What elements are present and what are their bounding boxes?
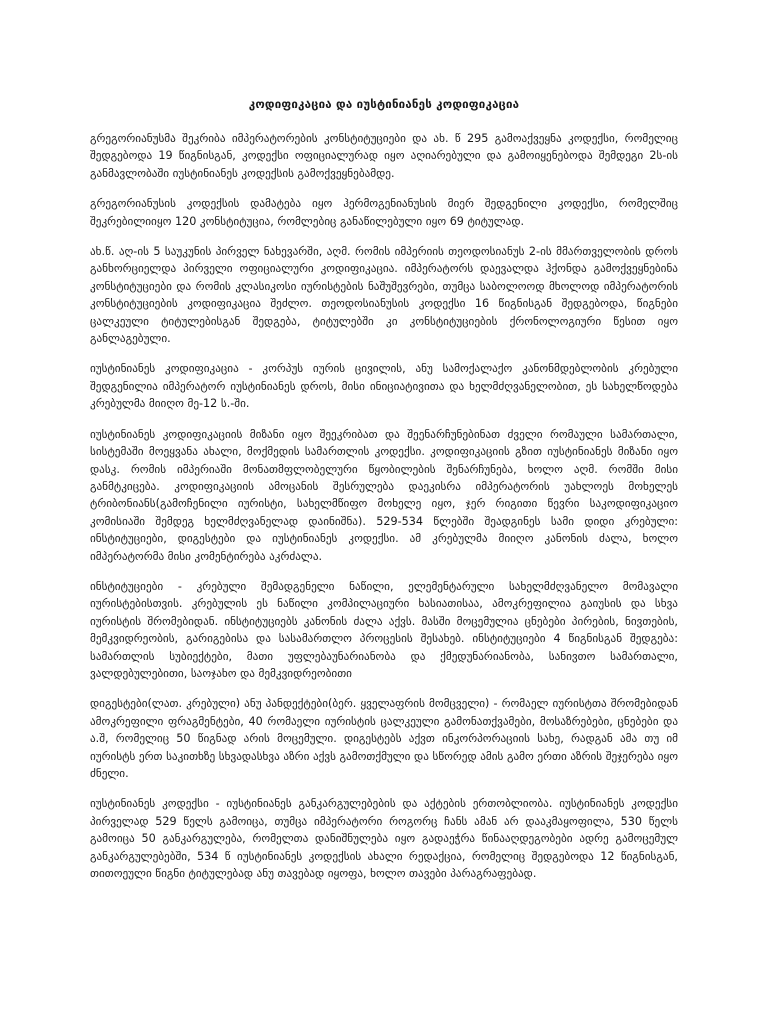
paragraph-theodosian-code: ახ.წ. აღ-ის 5 საუკუნის პირველ ნახევარში, აღმ. რომის იმპერიის თეოდოსიანუს 2-ის მმართველობის დროს განხორციელდა პირველი ოფიციალური კოდიფიკაცია. იმპერატორს დაევალდა ჰქონდა გამოქვეყნებინა კონსტიტუციები და რომის კლასიკოსი იურისტების ნაშუშევრები, თუმცა საბოლოოდ მხოლოდ იმპერატორის კონსტიტუციების კოდიფიკაცია შეძლო. თეოდოსიანუსის კოდექსი 16 წიგნისგან შედგებოდა, წიგნები ცალკეული ტიტულებისგან შედგება, ტიტულებში კი კონსტიტუციების ქრონოლოგიური წესით იყო განლაგებული. <box>90 245 678 346</box>
paragraph-corpus-juris-civilis: იუსტინიანეს კოდიფიკაცია - კორპუს იურის ცივილის, ანუ სამოქალაქო კანონმდებლობის კრებული შედგენილია იმპერატორ იუსტინიანეს დროს, მისი ინიციატივითა და ხელმძღვანელობით, ეს სახელწოდება კრებულმა მიიღო მე-12 ს.-ში. <box>90 362 678 411</box>
paragraph-institutes: ინსტიტუციები - კრებული შემადგენელი ნაწილი, ელემენტარული სახელმძღვანელო მომავალი იურისტებისთვის. კრებულის ეს ნაწილი კომპილაციური ხასიათისაა, ამოკრეფილია გაიუსის და სხვა იურისტის შრომებიდან. ინსტიტუციებს კანონის ძალა აქვს. მასში მოცემულია ცნებები პირების, ნივთების, მემკვიდრეობის, გარიგებისა და სასამართლო პროცესის შესახებ. ინსტიტუციები 4 წიგნისგან შედგება: სამართლის სუბიექტები, მათი უფლებაუნარიანობა და ქმედუნარიანობა, სანივთო სამართალი, ვალდებულებითი, საოჯახო და მემკვიდრეობითი <box>90 579 678 680</box>
paragraph-justinian-code: იუსტინიანეს კოდექსი - იუსტინიანეს განკარგულებების და აქტების ერთობლიობა. იუსტინიანეს კოდექსი პირველად 529 წელს გამოიცა, თუმცა იმპერატორი როგორც ჩანს ამან არ დააკმაყოფილა, 530 წელს გამოიცა 50 განკარგულება, რომელთა დანიშნულება იყო გადაეჭრა წინააღდეგობები ადრე გამოცემულ განკარგულებებში, 534 წ იუსტინიანეს კოდექსის ახალი რედაქცია, რომელიც შედგებოდა 12 წიგნისგან, თითოეული წიგნი ტიტულებად ანუ თავებად იყოფა, ხოლო თავები პარაგრაფებად. <box>90 797 678 881</box>
paragraph-gregorianus: გრეგორიანუსმა შეკრიბა იმპერატორების კონსტიტუციები და ახ. წ 295 გამოაქვეყნა კოდექსი, რომელიც შედგებოდა 19 წიგნისგან, კოდექსი ოფიციალურად იყო აღიარებული და გამოიყენებოდა შემდეგი 2ს-ის განმავლობაში იუსტინიანეს კოდექსის გამოქვეყნებამდე. <box>90 132 678 180</box>
paragraph-digests: დიგესტები(ლათ. კრებული) ანუ პანდექტები(ბერ. ყველაფრის მომცველი) - რომაელ იურისტთა შრომებიდან ამოკრეფილი ფრაგმენტები, 40 რომაელი იურისტის ცალკეული გამონათქვამები, მოსაზრებები, ცნებები და ა.შ, რომელიც 50 წიგნად არის მოცემული. დიგესტებს აქვთ ინკორპორაციის სახე, რადგან ამა თუ იმ იურისტს ერთ საკითხზე სხვადასხვა აზრი აქვს გამოთქმული და სწორედ ამის გამო ერთი აზრის შეჯერება იყო ძნელი. <box>90 697 678 780</box>
document-page <box>90 96 678 895</box>
document-title: კოდიფიკაცია და იუსტინიანეს კოდიფიკაცია <box>248 97 520 111</box>
paragraph-codification-goal: იუსტინიანეს კოდიფიკაციის მიზანი იყო შეეკრიბათ და შეენარჩუნებინათ ძველი რომაული სამართალი, სისტემაში მოეყვანა ახალი, მოქმედის სამართლის კოდექსი. კოდიფიკაციის გზით იუსტინიანეს მიზანი იყო დასკ. რომის იმპერიაში მონათმფლობელური წყობილების შენარჩუნება, ხოლო აღმ. რომში მისი განმტკიცება. კოდიფიკაციის ამოცანის შესრულება დაეკისრა იმპერატორის უახლოეს მოხელეს ტრიბონიანს(გამოჩენილი იურისტი, სახელმწიფო მოხელე იყო, ჯერ რიგითი წევრი საკოდიფიკაციო კომისიაში შემდეგ ხელმძღვანელად დაინიშნა). 529-534 წლებში შეადგინეს სამი დიდი კრებული: ინსტიტუციები, დიგესტები და იუსტინიანეს კოდექსი. ამ კრებულმა მიიღო კანონის ძალა, ხოლო იმპერატორმა მისი კომენტირება აკრძალა. <box>90 427 678 563</box>
paragraph-hermogenianus: გრეგორიანუსის კოდექსის დამატება იყო ჰერმოგენიანუსის მიერ შედგენილი კოდექსი, რომელშიც შეკრებილიიყო 120 კონსტიტუცია, რომლებიც განაწილებული იყო 69 ტიტულად. <box>90 197 678 228</box>
